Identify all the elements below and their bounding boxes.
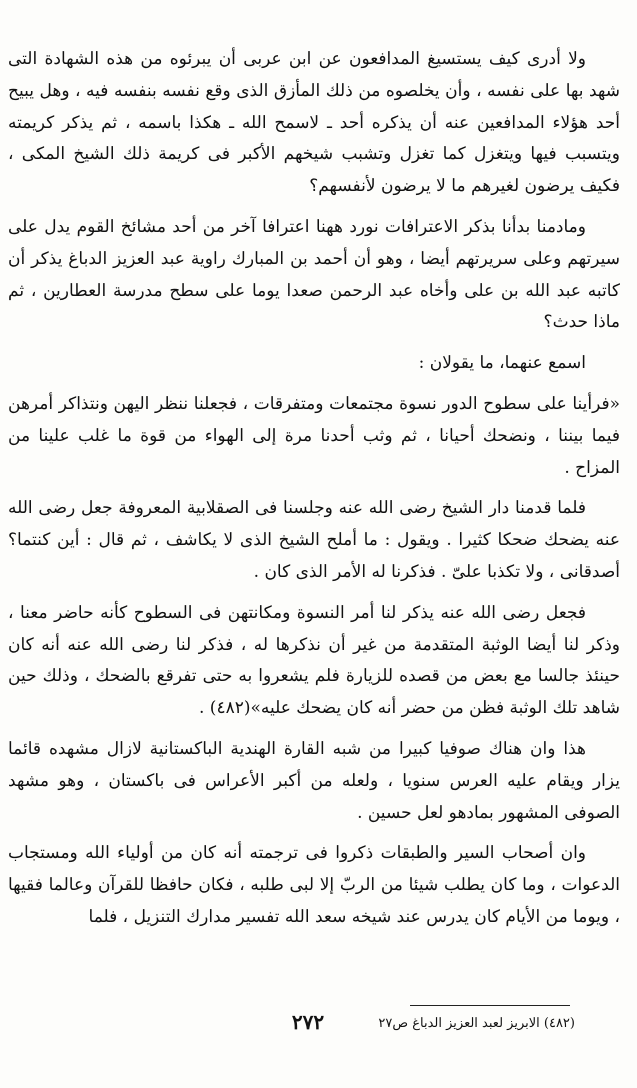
paragraph-7: هذا وان هناك صوفيا كبيرا من شبه القارة الهندية الباكستانية لازال مشهده قائما يزار ويقام عليه العرس سنويا ، ولعله من أكبر الأعراس فى باكستان ، وهو مشهد الصوفى المشهور بمادهو لعل حسين . — [8, 738, 620, 823]
paragraph-8: وان أصحاب السير والطبقات ذكروا فى ترجمته أنه كان من أولياء الله ومستجاب الدعوات ، وما كان يطلب شيئا من الربّ إلا لبى طلبه ، فكان حافظا للقرآن وعالما فقيها ، ويوما من الأيام كان يدرس عند شيخه سعد الله تفسير مدارك التنزيل ، فلما — [8, 843, 620, 927]
footnote: (٤٨٢) الابريز لعبد العزيز الدباغ ص٢٧ — [378, 1016, 575, 1031]
paragraph-4-quote: «فرأينا على سطوح الدور نسوة مجتمعات ومتفرقات ، فجعلنا ننظر اليهن ونتذاكر أمرهن فيما بيننا ، ونضحك أحيانا ، ثم وثب أحدنا مرة إلى الهواء من قوة ما غلب علينا من المزاح . — [8, 393, 620, 478]
paragraph-1: ولا أدرى كيف يستسيغ المدافعون عن ابن عربى أن يبرئوه من هذه الشهادة التى شهد بها على نفسه ، وأن يخلصوه من ذلك المأزق الذى وقع نفسه بنفسه فيه ، وهل يبيح أحد هؤلاء المدافعين عنه أن يذكره أحد ـ لاسمح الله ـ هكذا باسمه ، ثم يذكر كريمته ويتسبب فيها ويتغزل كما تغزل وتشبب شيخهم الأكبر فى كريمة ذلك الشيخ المكى ، فكيف يرضون لغيرهم ما لا يرضون لأنفسهم؟ — [8, 49, 620, 197]
paragraph-2: ومادمنا بدأنا بذكر الاعترافات نورد ههنا اعترافا آخر من أحد مشائخ القوم يدل على سيرتهم وعلى سريرتهم أيضا ، وهو أن أحمد بن المبارك راوية عبد العزيز الدباغ يذكر أن كاتبه عبد الله بن على وأخاه عبد الرحمن صعدا يوما على سطح مدرسة العطارين ، ثم ماذا حدث؟ — [8, 216, 620, 333]
paragraph-6: فجعل رضى الله عنه يذكر لنا أمر النسوة ومكانتهن فى السطوح كأنه حاضر معنا ، وذكر لنا أيضا الوثبة المتقدمة من غير أن نذكرها له ، فذكر لنا رضى الله عنه أنه كان حينئذ جالسا مع بعض من قصده للزيارة فلم يشعروا به حتى تفرقع بالضحك ، وذلك حين شاهد تلك الوثبة فظن من حضر أنه كان يضحك عليه»(٤٨٢) . — [8, 602, 620, 719]
page-number: ٢٧٢ — [291, 1010, 325, 1034]
body-text — [8, 44, 620, 943]
footnote-divider — [410, 1005, 570, 1006]
paragraph-5: فلما قدمنا دار الشيخ رضى الله عنه وجلسنا فى الصقلابية المعروفة جعل رضى الله عنه يضحك ضحكا كثيرا . ويقول : ما أملح الشيخ الذى لا يكاشف ، ثم قال : أين كنتما؟ أصدقانى ، ولا تكذبا علىّ . فذكرنا له الأمر الذى كان . — [8, 498, 620, 582]
paragraph-3: اسمع عنهما، ما يقولان : — [418, 353, 586, 374]
